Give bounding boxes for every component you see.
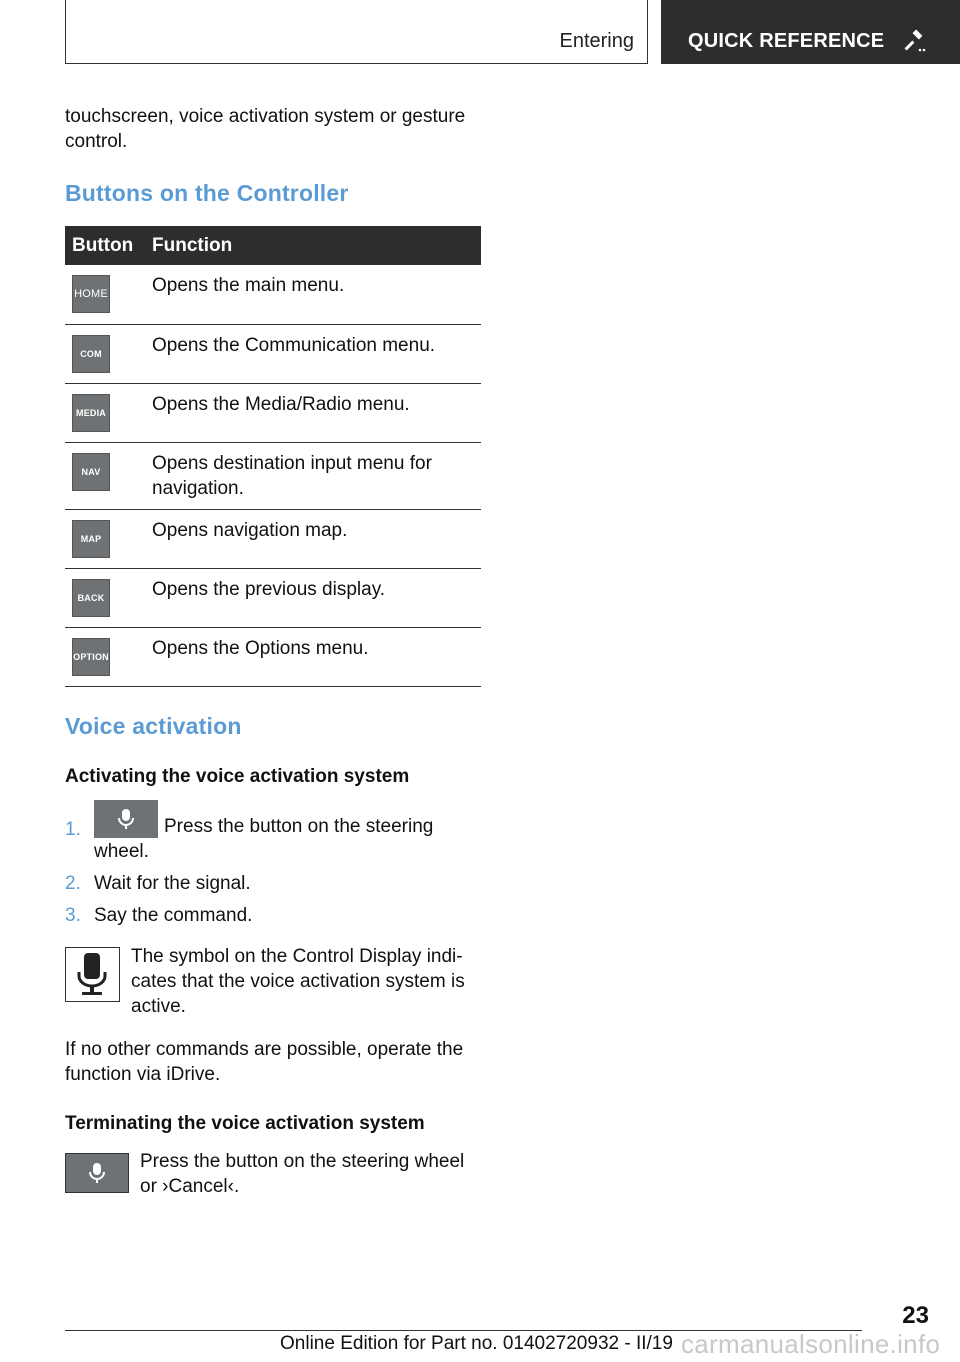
step-text: Say the command. bbox=[94, 905, 253, 926]
intro-paragraph bbox=[65, 104, 481, 154]
activating-heading: Activating the voice activation system bbox=[65, 766, 410, 787]
activating-heading-block bbox=[65, 766, 481, 788]
quick-reference-label: QUICK REFERENCE bbox=[688, 30, 885, 52]
controller-heading-block bbox=[65, 180, 481, 207]
map-button-icon: MAP bbox=[72, 520, 110, 558]
voice-button-icon bbox=[65, 1153, 129, 1193]
function-cell: Opens navigation map. bbox=[144, 509, 481, 568]
step-item bbox=[65, 871, 481, 896]
function-cell: Opens the Media/Radio menu. bbox=[144, 383, 481, 442]
terminating-text: Press the button on the steering wheel or ›Cancel‹. bbox=[140, 1151, 465, 1197]
button-cell bbox=[65, 627, 144, 686]
activation-steps bbox=[65, 800, 481, 928]
com-button-icon: COM bbox=[72, 335, 110, 373]
function-cell: Opens the Communication menu. bbox=[144, 324, 481, 383]
header-section-title: Entering bbox=[559, 30, 634, 52]
hammer-icon bbox=[904, 29, 928, 53]
table-row bbox=[65, 383, 481, 442]
step-number: 2. bbox=[65, 873, 81, 894]
terminating-heading: Terminating the voice activation system bbox=[65, 1113, 425, 1134]
terminating-heading-block bbox=[65, 1113, 481, 1135]
watermark-text: carmanualsonline.info bbox=[681, 1329, 941, 1359]
table-row bbox=[65, 265, 481, 324]
button-cell bbox=[65, 265, 144, 324]
table-header-row bbox=[65, 226, 481, 265]
home-button-icon: HOME bbox=[72, 275, 110, 313]
microphone-icon bbox=[66, 1154, 128, 1192]
button-cell bbox=[65, 324, 144, 383]
voice-heading-block bbox=[65, 713, 481, 740]
controller-heading: Buttons on the Controller bbox=[65, 180, 349, 206]
step-number: 1. bbox=[65, 819, 81, 840]
step-text: Press the button on the steering wheel. bbox=[94, 816, 434, 862]
option-button-icon: OPTION bbox=[72, 638, 110, 676]
button-cell bbox=[65, 509, 144, 568]
nav-button-icon: NAV bbox=[72, 453, 110, 491]
function-cell: Opens destination input menu for navigation. bbox=[144, 442, 481, 509]
microphone-icon bbox=[66, 948, 119, 1001]
fallback-paragraph bbox=[65, 1037, 481, 1087]
controller-buttons-table bbox=[65, 226, 481, 687]
page-header bbox=[0, 0, 960, 66]
fallback-text: If no other commands are possible, operate the function via iDrive. bbox=[65, 1039, 464, 1085]
symbol-note-text: The symbol on the Control Display indi-cates that the voice activation system is active. bbox=[131, 946, 465, 1017]
function-cell: Opens the previous display. bbox=[144, 568, 481, 627]
step-number: 3. bbox=[65, 905, 81, 926]
symbol-note bbox=[65, 944, 481, 1024]
button-cell bbox=[65, 568, 144, 627]
voice-button-icon bbox=[94, 800, 158, 838]
voice-activation-heading: Voice activation bbox=[65, 713, 242, 739]
controller-table-block bbox=[65, 226, 481, 687]
table-row bbox=[65, 568, 481, 627]
table-row bbox=[65, 442, 481, 509]
table-row bbox=[65, 509, 481, 568]
terminating-note bbox=[65, 1149, 481, 1201]
edition-text: Online Edition for Part no. 01402720932 - II/19 bbox=[280, 1333, 673, 1354]
step-item bbox=[65, 800, 481, 864]
media-button-icon: MEDIA bbox=[72, 394, 110, 432]
step-text: Wait for the signal. bbox=[94, 873, 251, 894]
microphone-icon bbox=[94, 800, 158, 838]
table-row bbox=[65, 324, 481, 383]
function-cell: Opens the Options menu. bbox=[144, 627, 481, 686]
page-number: 23 bbox=[902, 1302, 929, 1329]
step-item bbox=[65, 903, 481, 928]
intro-text: touchscreen, voice activation system or gesture control. bbox=[65, 106, 466, 152]
table-row bbox=[65, 627, 481, 686]
back-button-icon: BACK bbox=[72, 579, 110, 617]
column-header-function: Function bbox=[144, 226, 481, 265]
button-cell bbox=[65, 442, 144, 509]
column-header-button: Button bbox=[65, 226, 144, 265]
function-cell: Opens the main menu. bbox=[144, 265, 481, 324]
voice-active-symbol bbox=[65, 947, 120, 1002]
quick-reference-tab bbox=[661, 0, 960, 64]
button-cell bbox=[65, 383, 144, 442]
